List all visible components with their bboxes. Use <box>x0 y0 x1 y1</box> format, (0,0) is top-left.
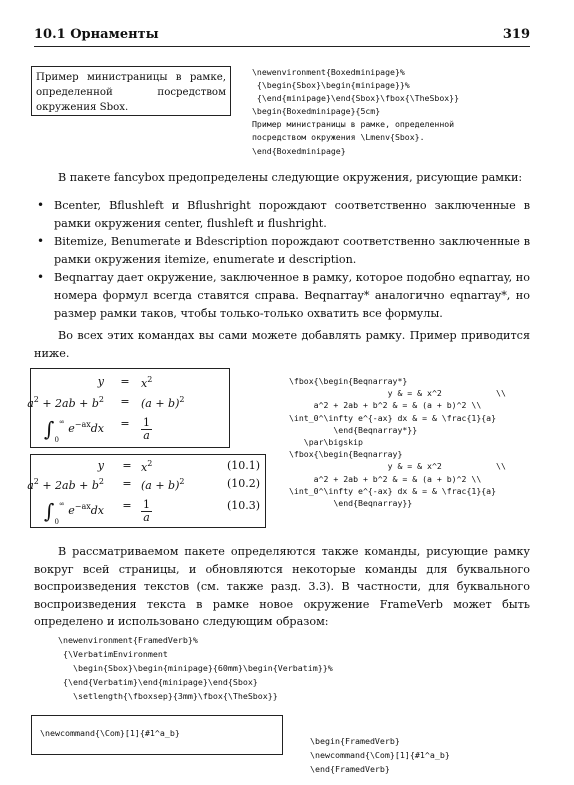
equation-row: y = $x^2$ <box>97 375 153 390</box>
equation-number: (10.3) <box>227 499 261 512</box>
equation-number: (10.2) <box>227 477 261 490</box>
equation-box-numbered <box>27 454 266 528</box>
paragraph-text: В рассматриваемом пакете определяются также команды, рисующие рамку вокруг всей страницы, и обновляются некоторые команды для буквального воспроизведения текстов (см. также разд. 3.3). В частности, для буквального воспроизведения текста в рамке новое окружение FrameVerb может быть определено и использовано следующим образом: <box>34 545 530 629</box>
bullet-text: Bitemize, Benumerate и Bdescription порождают соответственно заключенные в рамки окружения itemize, enumerate и description. <box>54 235 530 266</box>
equation-row: $\int_0^\infty$ $e^{-ax}dx$ = $\frac{1}{a}$ (10.3) <box>44 498 261 526</box>
section-title: 10.1 Орнаменты <box>34 27 159 42</box>
paragraph-text: Во всех этих командах вы сами можете добавлять рамку. Пример приводится ниже. <box>34 329 530 360</box>
paragraph-fancybox-intro: В пакете fancybox предопределены следующие окружения, рисующие рамки: <box>58 171 523 184</box>
equation-row: $a^2 + 2ab + b^2$ = $(a + b)^2$ (10.2) <box>27 477 261 492</box>
equation-box-unnumbered <box>27 368 230 448</box>
equation-number: (10.1) <box>227 459 261 472</box>
bullet-item-bcenter <box>34 197 530 232</box>
page-number: 319 <box>502 27 530 42</box>
bullet-text: Bcenter, Bflushleft и Bflushright порождают соответственно заключенные в рамки окружения center, flushleft и flushright. <box>54 199 530 230</box>
minipage-example-box: Пример министраницы в рамке, определенной посредством окружения Sbox. <box>31 66 231 116</box>
bullet-item-beqnarray <box>34 269 530 322</box>
code-block-beqnarray: \fbox{\begin{Beqnarray*} y & = & x^2 \\ a^2 + 2ab + b^2 & = & (a + b)^2 \\ \int_0^\infty e^{-ax} dx & = & \frac{1}{a} \end{Beqnarray*}} \par\bigskip \fbox{\begin{Beqnarray} y & = & x^2 \\ a^2 + 2ab + b^2 & = & (a + b)^2 \\ \int_0^\infty e^{-ax} dx & = & \frac{1}{a} \end{Beqnarray}} <box>289 376 506 509</box>
paragraph-add-frame <box>34 327 530 362</box>
framed-verbatim-example: \newcommand{\Com}[1]{#1^a_b} <box>31 715 283 755</box>
bullet-icon: • <box>37 198 45 212</box>
environment-bullet-list <box>34 197 530 323</box>
code-block-boxedminipage: \newenvironment{Boxedminipage}% {\begin{Sbox}\begin{minipage}}% {\end{minipage}\end{Sbox}\fbox{\TheSbox}} \begin{Boxedminipage}{5cm} Пример министраницы в рамке, определенной посредством окружения \Lmenv{Sbox}. \end{Boxedminipage} <box>252 67 460 156</box>
bullet-text: Beqnarray дает окружение, заключенное в рамку, которое подобно eqnarray, но номера формул всегда ставятся справа. Beqnarray* аналогично eqnarray*, но размер рамки таков, чтобы только-только охватить все формулы. <box>54 271 530 320</box>
equation-row: $\int_0^\infty$ $e^{-ax}dx$ = $\frac{1}{a}$ <box>44 416 150 444</box>
page-header <box>34 26 530 47</box>
bullet-item-bitemize <box>34 233 530 268</box>
bullet-icon: • <box>37 270 45 285</box>
code-block-framedverb-usage: \begin{FramedVerb} \newcommand{\Com}[1]{#1^a_b} \end{FramedVerb} <box>310 736 450 774</box>
bullet-icon: • <box>37 234 45 249</box>
code-block-framedverb-definition: \newenvironment{FramedVerb}% {\VerbatimEnvironment \begin{Sbox}\begin{minipage}{60mm}\begin{Verbatim}}% {\end{Verbatim}\end{minipage}\end{Sbox} \setlength{\fboxsep}{3mm}\fbox{\TheSbox}} <box>58 635 333 701</box>
equation-row: y = $x^2$ (10.1) <box>97 459 261 474</box>
equation-row: $a^2 + 2ab + b^2$ = $(a + b)^2$ <box>27 395 185 410</box>
paragraph-frameverb <box>34 543 530 631</box>
